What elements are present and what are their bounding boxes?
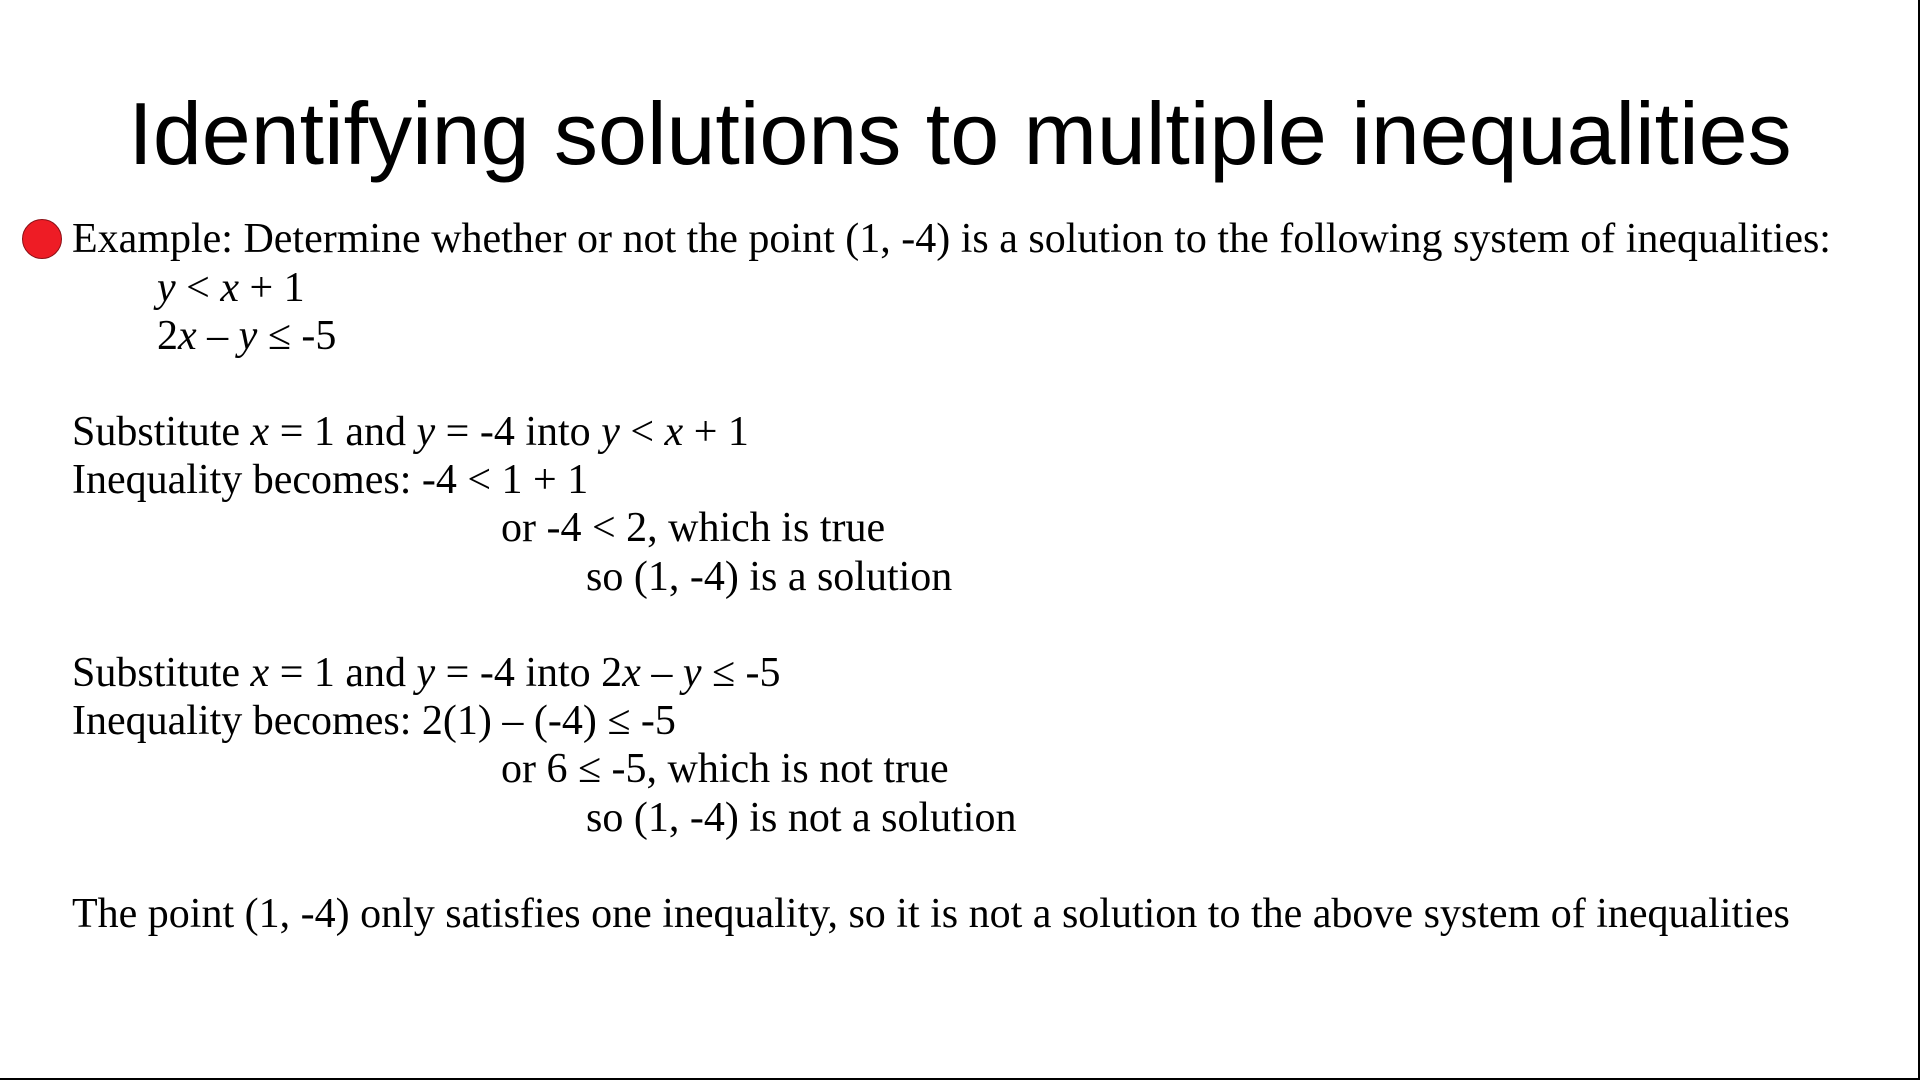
- check-1-substitute: Substitute x = 1 and y = -4 into y < x + 1: [72, 409, 749, 455]
- example-text: Example: Determine whether or not the point (1, -4) is a solution to the following system of inequalities:: [72, 216, 1831, 262]
- check-2-becomes: Inequality becomes: 2(1) – (-4) ≤ -5: [72, 698, 676, 744]
- check-2-conclusion: so (1, -4) is not a solution: [586, 795, 1017, 841]
- slide-title: Identifying solutions to multiple inequalities: [128, 84, 1792, 183]
- final-statement: The point (1, -4) only satisfies one inequality, so it is not a solution to the above system of inequalities: [72, 891, 1790, 937]
- check-1-conclusion: so (1, -4) is a solution: [586, 554, 953, 600]
- check-1-becomes: Inequality becomes: -4 < 1 + 1: [72, 457, 589, 503]
- inequality-1: y < x + 1: [157, 265, 305, 311]
- check-2-substitute: Substitute x = 1 and y = -4 into 2x – y ≤ -5: [72, 650, 781, 696]
- check-1-result: or -4 < 2, which is true: [501, 505, 886, 551]
- inequality-2: 2x – y ≤ -5: [157, 313, 337, 359]
- bullet-dot-icon: [22, 219, 62, 259]
- check-2-result: or 6 ≤ -5, which is not true: [501, 746, 949, 792]
